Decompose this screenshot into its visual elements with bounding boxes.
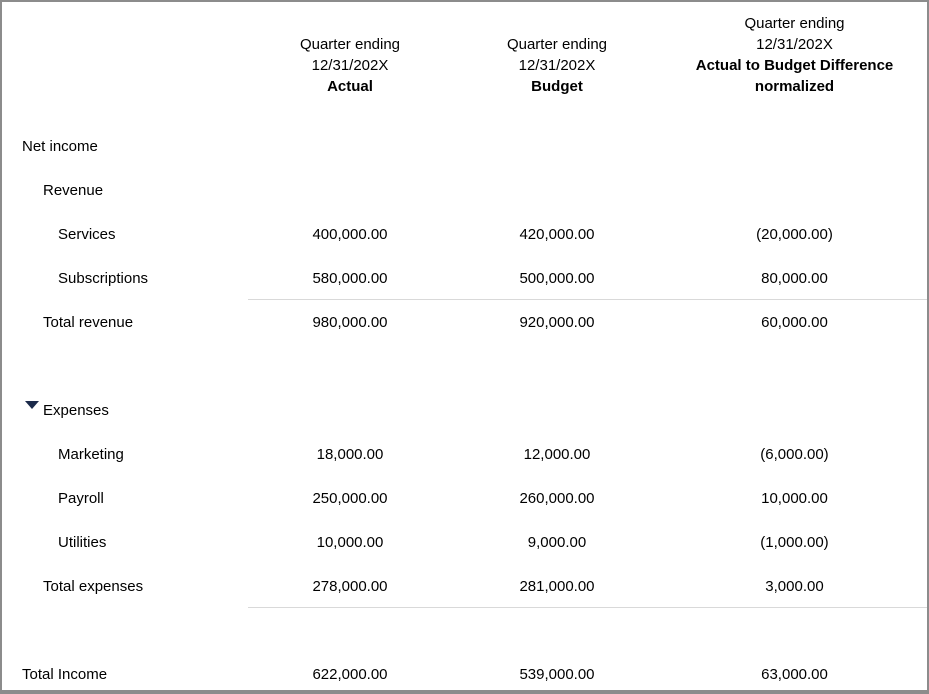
collapse-expenses-icon[interactable]: [25, 402, 39, 410]
row-label: Total expenses: [43, 577, 144, 595]
row-label: Subscriptions: [58, 269, 149, 287]
table-row-payroll: [2, 476, 927, 520]
row-label: Revenue: [43, 181, 104, 199]
column-header-difference: [662, 13, 927, 124]
header-period-line: Quarter ending: [299, 36, 401, 53]
actual-value: 980,000.00: [312, 313, 388, 331]
actual-value: 250,000.00: [312, 489, 388, 507]
budget-value: 12,000.00: [523, 445, 591, 463]
budget-value: 281,000.00: [519, 577, 595, 595]
actual-value: 400,000.00: [312, 225, 388, 243]
difference-value: (6,000.00): [760, 445, 829, 463]
header-date-line: 12/31/202X: [311, 57, 389, 74]
actual-value: 10,000.00: [316, 533, 384, 551]
header-date-line: 12/31/202X: [756, 36, 833, 53]
table-row-total-expenses: [2, 564, 927, 608]
difference-value: 80,000.00: [761, 269, 828, 287]
header-date-line: 12/31/202X: [518, 57, 596, 74]
column-header-budget: [452, 34, 662, 124]
table-row-expenses: [2, 388, 927, 432]
table-row-marketing: [2, 432, 927, 476]
label-column-header: [2, 97, 248, 124]
actual-value: 278,000.00: [312, 577, 388, 595]
report-header-row: [2, 2, 927, 124]
difference-value: 10,000.00: [761, 489, 828, 507]
row-label: Total revenue: [43, 313, 134, 331]
table-row-revenue: [2, 168, 927, 212]
table-row-total-revenue: [2, 300, 927, 344]
row-label: Expenses: [43, 401, 109, 419]
row-label: Net income: [22, 137, 98, 155]
header-period-line: Quarter ending: [506, 36, 608, 53]
header-title-line: Actual: [327, 78, 373, 95]
actual-value: 622,000.00: [312, 665, 388, 683]
difference-value: 3,000.00: [765, 577, 824, 595]
difference-value: 63,000.00: [761, 665, 828, 683]
column-header-actual: [248, 34, 452, 124]
table-row-subscriptions: [2, 256, 927, 300]
row-label: Utilities: [58, 533, 107, 551]
actual-value: 580,000.00: [312, 269, 388, 287]
table-row-services: [2, 212, 927, 256]
row-label: Services: [58, 225, 116, 243]
budget-value: 260,000.00: [519, 489, 595, 507]
row-label: Payroll: [58, 489, 104, 507]
table-row-utilities: [2, 520, 927, 564]
header-period-line: Quarter ending: [744, 15, 845, 32]
actual-value: 18,000.00: [316, 445, 384, 463]
header-title-line: Actual to Budget Difference: [695, 57, 894, 74]
budget-value: 9,000.00: [527, 533, 587, 551]
row-label-wrap: [2, 402, 248, 419]
budget-value: 539,000.00: [519, 665, 595, 683]
difference-value: 60,000.00: [761, 313, 828, 331]
budget-value: 500,000.00: [519, 269, 595, 287]
row-label: Total Income: [22, 665, 108, 683]
spacer-row: [2, 344, 927, 388]
difference-value: (20,000.00): [756, 225, 833, 243]
table-row-net-income: [2, 124, 927, 168]
row-label: Marketing: [58, 445, 124, 463]
spacer-row: [2, 608, 927, 652]
budget-value: 920,000.00: [519, 313, 595, 331]
header-title-line2: normalized: [754, 78, 835, 95]
header-title-line: Budget: [531, 78, 583, 95]
table-row-total-income: [2, 652, 927, 694]
budget-value: 420,000.00: [519, 225, 595, 243]
difference-value: (1,000.00): [760, 533, 829, 551]
